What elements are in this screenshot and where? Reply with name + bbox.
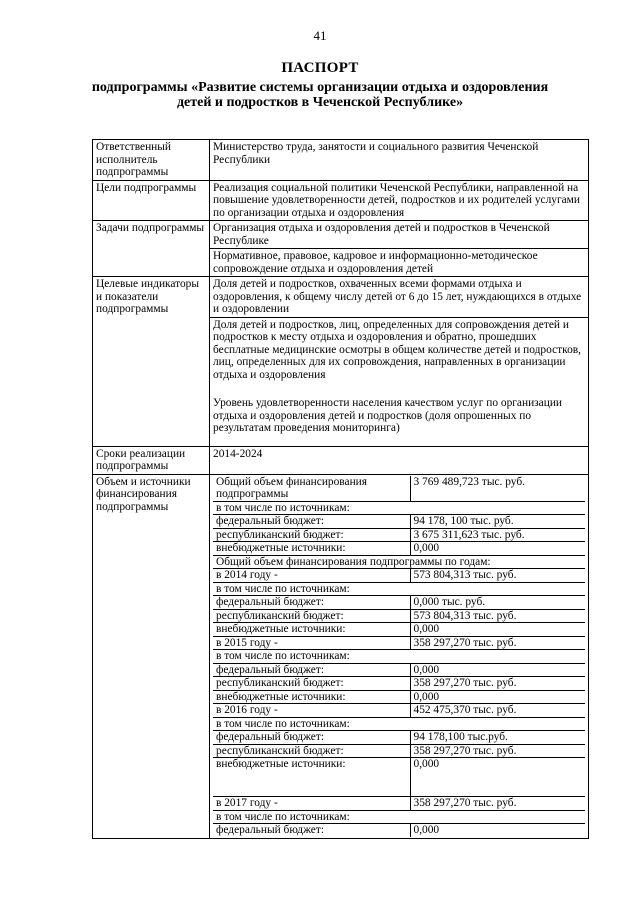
year-2015-offbudget-label: внебюджетные источники: [213, 690, 410, 704]
year-2015-label: в 2015 году - [213, 636, 410, 650]
subtitle-line-1: подпрограммы «Развитие системы организации отдыха и оздоровления [91, 80, 549, 95]
year-2017-federal: 0,000 [410, 824, 585, 837]
finance-total-value: 3 769 489,723 тыс. руб. [410, 476, 585, 502]
indicators-label: Целевые индикаторы и показатели подпрограммы [93, 277, 210, 447]
year-2016-republic-label: республиканский бюджет: [213, 744, 410, 758]
row-terms [93, 446, 589, 474]
year-2017-total: 358 297,270 тыс. руб. [410, 797, 585, 811]
indicator-item: Уровень удовлетворенности населения качеством услуг по организации отдыха и оздоровления детей и подростков (доля опрошенных по результатам проведения мониторинга) [213, 397, 563, 434]
year-2015-republic-label: республиканский бюджет: [213, 677, 410, 691]
year-2016-federal: 94 178,100 тыс.руб. [410, 731, 585, 745]
year-2015-offbudget: 0,000 [410, 690, 585, 704]
passport-table [92, 139, 589, 839]
year-2015-federal: 0,000 [410, 663, 585, 677]
row-indicators [93, 277, 589, 447]
indicator-item: Доля детей и подростков, охваченных всеми формами отдыха и оздоровления, к общему числу детей от 6 до 15 лет, нуждающихся в отдыхе и оздоровлении [213, 278, 582, 315]
indicators-value [210, 277, 589, 447]
year-2015-federal-label: федеральный бюджет: [213, 663, 410, 677]
year-2017-incl: в том числе по источникам: [213, 810, 585, 824]
year-2014-offbudget-label: внебюджетные источники: [213, 623, 410, 637]
year-2014-republic-label: республиканский бюджет: [213, 609, 410, 623]
year-2016-federal-label: федеральный бюджет: [213, 731, 410, 745]
row-tasks [93, 221, 589, 277]
tasks-label: Задачи подпрограммы [93, 221, 210, 277]
year-2014-federal: 0,000 тыс. руб. [410, 596, 585, 610]
finance-table [213, 476, 585, 837]
goals-label: Цели подпрограммы [93, 180, 210, 221]
finance-offbudget-value: 0,000 [410, 542, 585, 556]
year-2014-incl: в том числе по источникам: [213, 582, 585, 596]
finance-federal-label: федеральный бюджет: [213, 515, 410, 529]
year-2014-republic: 573 804,313 тыс. руб. [410, 609, 585, 623]
tasks-value [210, 221, 589, 277]
finance-incl-sources: в том числе по источникам: [213, 501, 585, 515]
year-2015-republic: 358 297,270 тыс. руб. [410, 677, 585, 691]
year-2015-total: 358 297,270 тыс. руб. [410, 636, 585, 650]
indicator-item: Доля детей и подростков, лиц, определенных для сопровождения детей и подростков к месту отдыха и оздоровления и обратно, прошедших бесплатные медицинские осмотры в общем количестве детей и подростков, лиц, определенных для их сопровождения, направленных в организации отдыха и оздоровления [210, 317, 588, 396]
page-subtitle [60, 80, 580, 110]
task-item: Организация отдыха и оздоровления детей и подростков в Чеченской Республике [213, 222, 550, 247]
year-2016-total: 452 475,370 тыс. руб. [410, 704, 585, 718]
year-2017-federal-label: федеральный бюджет: [216, 824, 324, 836]
finance-by-years-label: Общий объем финансирования подпрограммы по годам: [213, 555, 585, 569]
year-2017-label: в 2017 году - [213, 797, 410, 811]
finance-total-label: Общий объем финансирования подпрограммы [213, 476, 410, 502]
executor-label: Ответственный исполнитель подпрограммы [93, 140, 210, 181]
page-number: 41 [313, 28, 327, 43]
finance-label: Объем и источники финансирования подпрограммы [93, 474, 210, 838]
row-executor [93, 140, 589, 181]
task-item: Нормативное, правовое, кадровое и информационно-методическое сопровождение отдыха и оздоровления детей [210, 248, 588, 275]
row-finance [93, 474, 589, 838]
finance-offbudget-label: внебюджетные источники: [213, 542, 410, 556]
row-goals [93, 180, 589, 221]
page-title: ПАСПОРТ [281, 60, 359, 76]
year-2014-federal-label: федеральный бюджет: [213, 596, 410, 610]
year-2015-incl: в том числе по источникам: [213, 650, 585, 664]
year-2016-incl: в том числе по источникам: [213, 717, 585, 731]
year-2016-offbudget: 0,000 [410, 758, 585, 797]
finance-value [210, 474, 589, 838]
year-2014-label: в 2014 году - [213, 569, 410, 583]
finance-republic-label: республиканский бюджет: [213, 528, 410, 542]
terms-label: Сроки реализации подпрограммы [93, 446, 210, 474]
year-2016-republic: 358 297,270 тыс. руб. [410, 744, 585, 758]
executor-value: Министерство труда, занятости и социального развития Чеченской Республики [210, 140, 589, 181]
year-2014-offbudget: 0,000 [410, 623, 585, 637]
finance-republic-value: 3 675 311,623 тыс. руб. [410, 528, 585, 542]
finance-federal-value: 94 178, 100 тыс. руб. [410, 515, 585, 529]
subtitle-line-2: детей и подростков в Чеченской Республике» [176, 95, 464, 110]
year-2014-total: 573 804,313 тыс. руб. [410, 569, 585, 583]
year-2016-offbudget-label: внебюджетные источники: [213, 758, 410, 797]
terms-value: 2014-2024 [210, 446, 589, 474]
goals-value: Реализация социальной политики Чеченской Республики, направленной на повышение удовлетворенности детей, подростков и их родителей услугами по организации отдыха и оздоровления [210, 180, 589, 221]
year-2016-label: в 2016 году - [213, 704, 410, 718]
